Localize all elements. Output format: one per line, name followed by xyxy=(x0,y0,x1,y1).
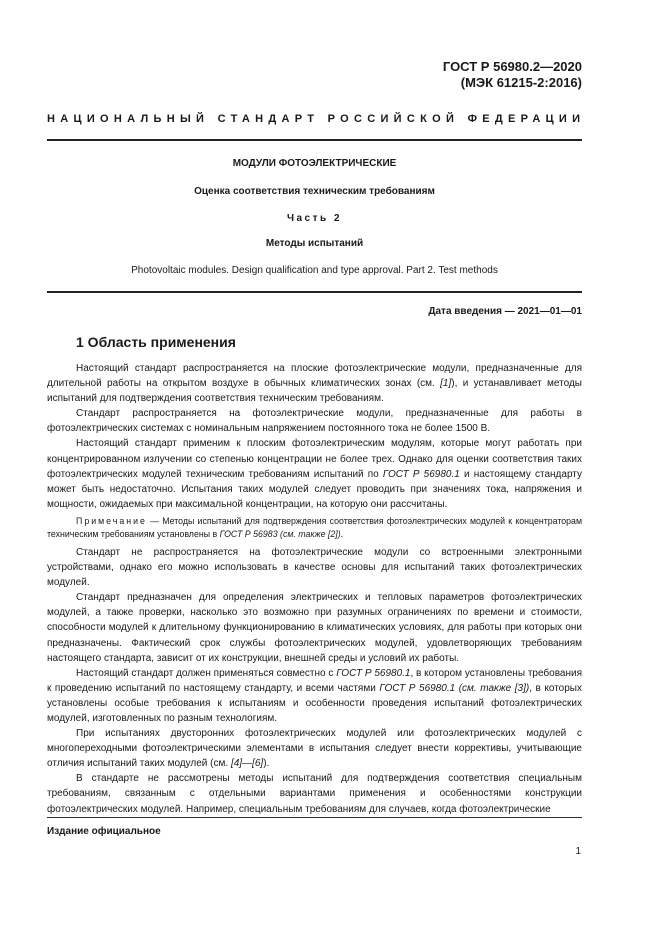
paragraph: В стандарте не рассмотрены методы испытаний для подтверждения соответствия специальным требованиям, связанным с отдельными вариантами применения и особенностями конструкции фотоэлектрических модулей. Например, специальным требованиям для случаев, когда фотоэлектрические xyxy=(47,773,582,815)
iec-number: (МЭК 61215-2:2016) xyxy=(460,75,582,90)
effective-date: Дата введения — 2021—01—01 xyxy=(428,306,582,317)
document-title: МОДУЛИ ФОТОЭЛЕКТРИЧЕСКИЕ xyxy=(232,158,397,169)
paragraph: Стандарт распространяется на фотоэлектрические модули, предназначенные для работы в фотоэлектрических системах с номинальным напряжением постоянного тока не более 1500 В. xyxy=(47,408,582,435)
note: Примечание — Методы испытаний для подтверждения соответствия фотоэлектрических модулей к концентраторам техническим требованиям установлены в ГОСТ Р 56983 (см. также [2]). xyxy=(47,515,582,539)
reference: ГОСТ Р 56983 (см. также [2]) xyxy=(219,528,341,539)
document-subtitle: Оценка соответствия техническим требованиям xyxy=(194,186,435,197)
paragraph: Настоящий стандарт должен применяться совместно с ГОСТ Р 56980.1, в котором установлены требования к проведению испытаний по настоящему стандарту, и всеми частями ГОСТ Р 56980.1 (см. также [3]), в которых установлены особые требования к испытаниям и особенности проведения испытаний фотоэлектрических модулей, изготовленных по разным технологиям. xyxy=(47,667,582,724)
title-divider xyxy=(47,291,582,293)
reference: ГОСТ Р 56980.1 (см. также [3]) xyxy=(379,682,530,694)
reference: [4]—[6] xyxy=(230,758,264,770)
national-standard-heading: НАЦИОНАЛЬНЫЙ СТАНДАРТ РОССИЙСКОЙ ФЕДЕРАЦИИ xyxy=(47,113,586,125)
top-divider xyxy=(47,139,582,141)
reference: [1] xyxy=(440,378,452,390)
part-title: Методы испытаний xyxy=(265,238,364,249)
paragraph: Настоящий стандарт применим к плоским фотоэлектрическим модулям, которые могут работать при концентрированном излучении со степенью концентрации не более трех. Однако для оценки соответствия таких фотоэлектрических модулей техническим требованиям испытаний по ГОСТ Р 56980.1 и настоящему стандарту может быть недостаточно. Испытания таких модулей следует проводить при значениях тока, напряжения и мощности, ожидаемых при максимальной концентрации, на которую они рассчитаны. xyxy=(47,438,582,510)
footer-divider xyxy=(47,817,582,818)
paragraph: При испытаниях двусторонних фотоэлектрических модулей или фотоэлектрических модулей с многопереходными фотоэлектрическими элементами в испытания следует внести коррективы, учитывающие отличия испытаний таких модулей (см. [4]—[6]). xyxy=(47,728,582,770)
section-body xyxy=(47,361,582,817)
reference: ГОСТ Р 56980.1 xyxy=(382,468,460,480)
paragraph: Настоящий стандарт распространяется на плоские фотоэлектрические модули, предназначенные для длительной работы на открытом воздухе в обычных климатических зонах (см. [1]), и устанавливает методы испытаний для подтверждения соответствия техническим требованиям. xyxy=(47,363,582,405)
official-edition: Издание официальное xyxy=(47,826,161,837)
section-title: 1 Область применения xyxy=(76,334,236,350)
note-label: Примечание xyxy=(76,515,147,526)
page-number: 1 xyxy=(575,846,581,857)
paragraph: Стандарт не распространяется на фотоэлектрические модули со встроенными электронными устройствами, однако его можно использовать в качестве основы для испытаний таких фотоэлектрических модулей. xyxy=(47,546,582,589)
part-number: Часть 2 xyxy=(286,213,343,224)
reference: ГОСТ Р 56980.1 xyxy=(336,667,411,679)
paragraph: Стандарт предназначен для определения электрических и тепловых параметров фотоэлектрических модулей, а также проверки, насколько это возможно при разумных ограничениях по времени и стоимости, способности модулей к длительному функционированию в климатических условиях, для работы при которых они предназначены. Фактический срок службы фотоэлектрических модулей, удовлетворяющих требованиям настоящего стандарта, зависит от их конструкции, внешней среды и условий их работы. xyxy=(47,592,582,664)
english-title: Photovoltaic modules. Design qualification and type approval. Part 2. Test methods xyxy=(131,265,498,276)
standard-identifier xyxy=(443,59,582,91)
standard-number: ГОСТ Р 56980.2—2020 xyxy=(442,59,582,74)
